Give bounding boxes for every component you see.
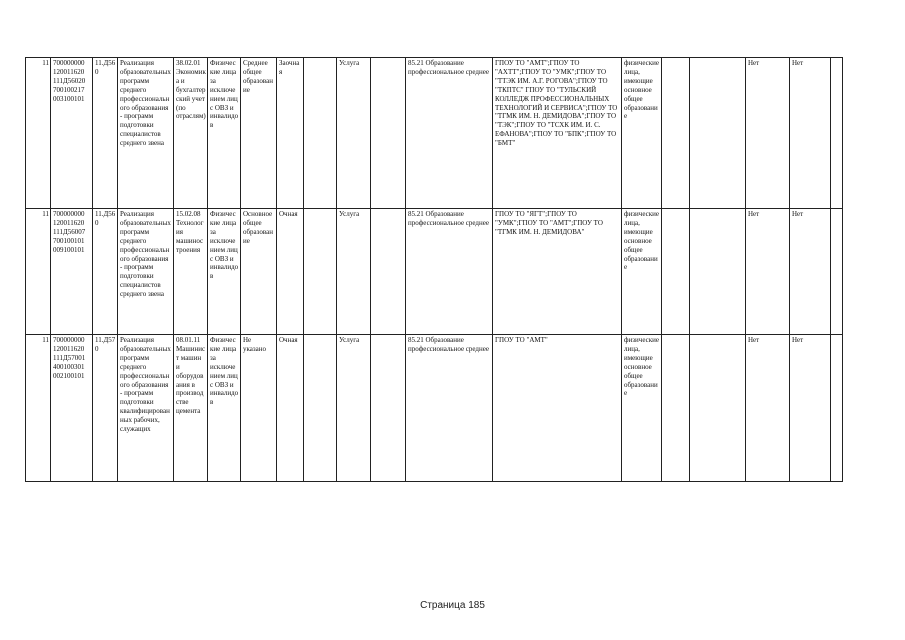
table-cell xyxy=(690,335,746,482)
registry-table xyxy=(25,57,843,482)
recipients: физические лица, имеющие основное общее образование xyxy=(622,335,662,482)
table-cell xyxy=(304,335,337,482)
row-number: 11 xyxy=(26,209,51,335)
paid-flag: Нет xyxy=(746,209,790,335)
consumer-category: Физические лица за исключением лиц с ОВЗ и инвалидов xyxy=(208,58,241,209)
service-code: 11.Д56 0 xyxy=(93,58,118,209)
excluded-flag: Нет xyxy=(790,209,831,335)
education-level: Не указано xyxy=(241,335,277,482)
service-code: 11.Д56 0 xyxy=(93,209,118,335)
table-cell xyxy=(304,58,337,209)
paid-flag: Нет xyxy=(746,335,790,482)
table-cell xyxy=(371,58,406,209)
education-level: Среднее общее образование xyxy=(241,58,277,209)
okved-code: 85.21 Образование профессиональное среднее xyxy=(406,58,493,209)
excluded-flag: Нет xyxy=(790,58,831,209)
paid-flag: Нет xyxy=(746,58,790,209)
service-type: Услуга xyxy=(337,58,371,209)
institutions: ГПОУ ТО "ЯГТ";ГПОУ ТО "УМК";ГПОУ ТО "АМТ";ГПОУ ТО "ТГМК ИМ. Н. ДЕМИДОВА" xyxy=(493,209,622,335)
okved-code: 85.21 Образование профессиональное среднее xyxy=(406,335,493,482)
institutions: ГПОУ ТО "АМТ";ГПОУ ТО "АХТТ";ГПОУ ТО "УМК";ГПОУ ТО "ТТЭК ИМ. А.Г. РОГОВА";ГПОУ ТО "ТКПТС" ГПОУ ТО "ТУЛЬСКИЙ КОЛЛЕДЖ ПРОФЕССИОНАЛЬНЫХ ТЕХНОЛОГИЙ И СЕРВИСА";ГПОУ ТО "ТГМК ИМ. Н. ДЕМИДОВА";ГПОУ ТО "ТЭК";ГПОУ ТО "ТСХК ИМ. И. С. ЕФАНОВА";ГПОУ ТО "БПК";ГПОУ ТО "БМТ" xyxy=(493,58,622,209)
study-form: Заочная xyxy=(277,58,304,209)
specialty: 38.02.01 Экономика и бухгалтерский учет (по отраслям) xyxy=(174,58,208,209)
table-cell xyxy=(662,335,690,482)
study-form: Очная xyxy=(277,335,304,482)
table-cell xyxy=(831,58,843,209)
recipients: физические лица, имеющие основное общее образование xyxy=(622,209,662,335)
table-row xyxy=(26,335,843,482)
specialty: 08.01.11 Машинист машин и оборудования в производстве цемента xyxy=(174,335,208,482)
service-type: Услуга xyxy=(337,335,371,482)
service-code: 11.Д57 0 xyxy=(93,335,118,482)
specialty: 15.02.08 Технология машиностроения xyxy=(174,209,208,335)
institutions: ГПОУ ТО "АМТ" xyxy=(493,335,622,482)
table-cell xyxy=(371,335,406,482)
row-number: 11 xyxy=(26,58,51,209)
table-cell xyxy=(831,209,843,335)
excluded-flag: Нет xyxy=(790,335,831,482)
consumer-category: Физические лица за исключением лиц с ОВЗ и инвалидов xyxy=(208,209,241,335)
service-name: Реализация образовательных программ среднего профессионального образования - программ подготовки квалифицированных рабочих, служащих xyxy=(118,335,174,482)
education-level: Основное общее образование xyxy=(241,209,277,335)
table-cell xyxy=(371,209,406,335)
registry-code: 700000000 120011620 111Д56020 700100217 003100101 xyxy=(51,58,93,209)
recipients: физические лица, имеющие основное общее образование xyxy=(622,58,662,209)
table-row xyxy=(26,209,843,335)
table-cell xyxy=(662,58,690,209)
registry-code: 700000000 120011620 111Д56007 700100101 009100101 xyxy=(51,209,93,335)
table-cell xyxy=(831,335,843,482)
consumer-category: Физические лица за исключением лиц с ОВЗ и инвалидов xyxy=(208,335,241,482)
service-name: Реализация образовательных программ среднего профессионального образования - программ подготовки специалистов среднего звена xyxy=(118,209,174,335)
table-row xyxy=(26,58,843,209)
page-number: Страница 185 xyxy=(420,600,485,611)
registry-code: 700000000 120011620 111Д57001 400100301 002100101 xyxy=(51,335,93,482)
table-cell xyxy=(662,209,690,335)
row-number: 11 xyxy=(26,335,51,482)
table-cell xyxy=(690,58,746,209)
table-cell xyxy=(304,209,337,335)
study-form: Очная xyxy=(277,209,304,335)
okved-code: 85.21 Образование профессиональное среднее xyxy=(406,209,493,335)
service-name: Реализация образовательных программ среднего профессионального образования - программ подготовки специалистов среднего звена xyxy=(118,58,174,209)
table-cell xyxy=(690,209,746,335)
service-type: Услуга xyxy=(337,209,371,335)
